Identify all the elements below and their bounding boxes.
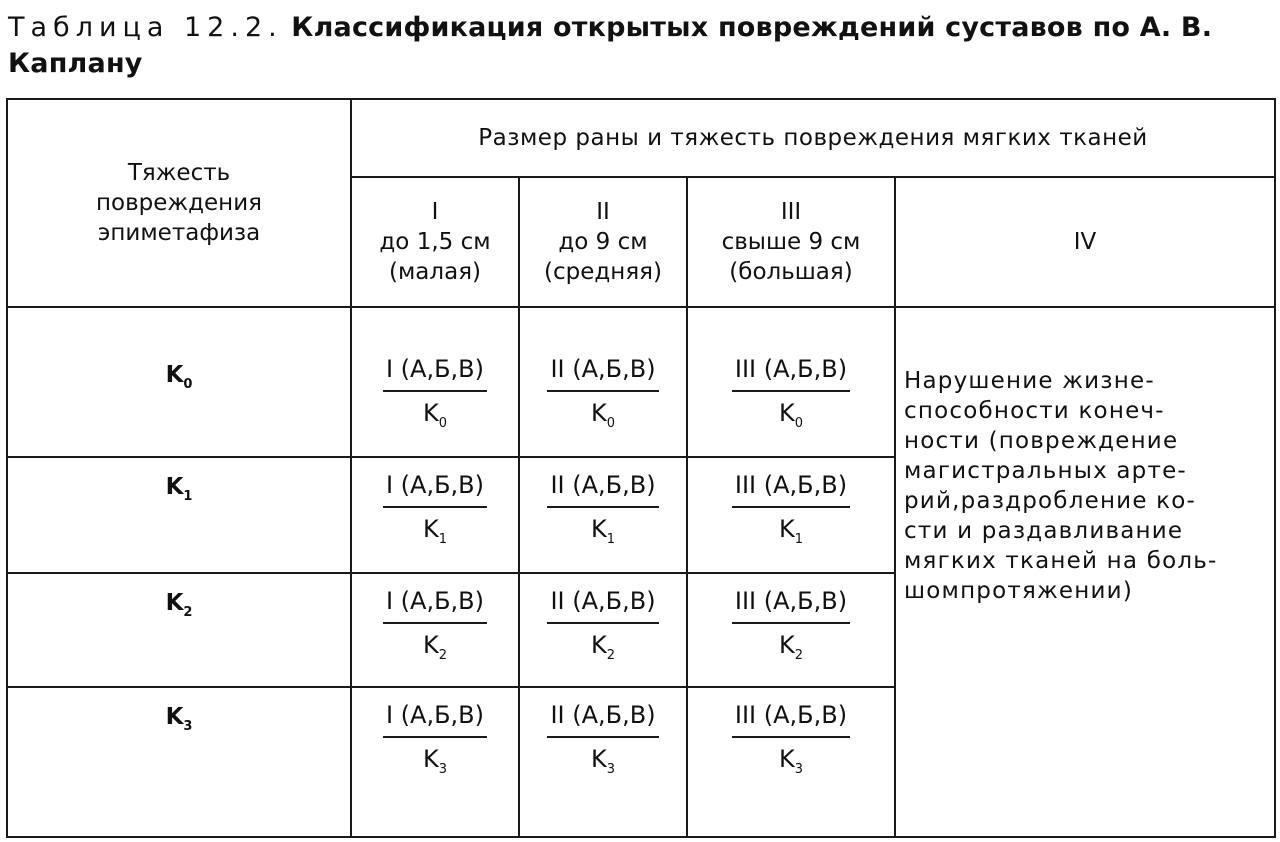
table-cell bbox=[519, 687, 687, 837]
fraction bbox=[732, 700, 850, 785]
fraction bbox=[547, 700, 658, 785]
fraction bbox=[732, 586, 850, 671]
table-cell bbox=[351, 457, 519, 573]
table-cell bbox=[351, 307, 519, 457]
table-cell bbox=[687, 687, 895, 837]
column-header-II bbox=[519, 177, 687, 307]
header-row-1 bbox=[7, 99, 1275, 177]
fraction-letter: K bbox=[590, 745, 607, 773]
fraction-letter: K bbox=[590, 399, 607, 427]
fraction-numerator: I (А,Б,В) bbox=[383, 700, 487, 738]
row-label-letter: K bbox=[165, 362, 184, 388]
fraction-numerator: III (А,Б,В) bbox=[732, 470, 850, 508]
fraction-sub: 2 bbox=[794, 648, 803, 663]
description-line: сти и раздавливание bbox=[904, 518, 1184, 544]
fraction-numerator: II (А,Б,В) bbox=[547, 470, 658, 508]
table-cell bbox=[519, 573, 687, 687]
fraction-letter: K bbox=[590, 631, 607, 659]
table-cell bbox=[519, 457, 687, 573]
table-cell bbox=[687, 457, 895, 573]
fraction-numerator: III (А,Б,В) bbox=[732, 586, 850, 624]
column-size: до 1,5 см bbox=[379, 229, 491, 255]
fraction-sub: 0 bbox=[606, 416, 616, 431]
table-cell bbox=[351, 687, 519, 837]
row-label-sub: 3 bbox=[183, 719, 193, 734]
fraction-letter: K bbox=[778, 399, 795, 427]
fraction-denominator bbox=[547, 508, 658, 555]
column-numeral: I bbox=[431, 199, 439, 225]
row-label-k0 bbox=[7, 307, 351, 457]
fraction-numerator: III (А,Б,В) bbox=[732, 354, 850, 392]
column-header-III bbox=[687, 177, 895, 307]
column-numeral: II bbox=[596, 199, 610, 225]
corner-header-line: повреждения bbox=[95, 190, 262, 216]
row-label-sub: 2 bbox=[183, 605, 193, 620]
fraction bbox=[383, 586, 487, 671]
span-header: Размер раны и тяжесть повреждения мягких тканей bbox=[351, 99, 1275, 177]
column-size: свыше 9 см bbox=[721, 229, 861, 255]
column-degree: (большая) bbox=[729, 259, 853, 285]
fraction-numerator: I (А,Б,В) bbox=[383, 354, 487, 392]
fraction-letter: K bbox=[590, 515, 607, 543]
table-number: Таблица 12.2. bbox=[8, 12, 283, 43]
fraction bbox=[383, 470, 487, 555]
description-line: шомпротяжении) bbox=[904, 578, 1133, 604]
fraction-denominator bbox=[383, 738, 487, 785]
table-caption bbox=[8, 10, 1272, 82]
row-label-letter: K bbox=[165, 474, 184, 500]
fraction bbox=[547, 586, 658, 671]
fraction-sub: 3 bbox=[438, 762, 447, 777]
fraction-denominator bbox=[383, 392, 487, 439]
table-title: Классификация открытых повреждений суставов по А. В. Каплану bbox=[8, 12, 1213, 79]
row-label-sub: 0 bbox=[183, 377, 193, 392]
fraction-denominator bbox=[383, 508, 487, 555]
fraction-numerator: I (А,Б,В) bbox=[383, 586, 487, 624]
fraction-letter: K bbox=[778, 515, 795, 543]
fraction-letter: K bbox=[422, 631, 439, 659]
row-label-letter: K bbox=[165, 704, 184, 730]
fraction-numerator: II (А,Б,В) bbox=[547, 700, 658, 738]
fraction bbox=[547, 470, 658, 555]
row-label-k3 bbox=[7, 687, 351, 837]
table-cell bbox=[519, 307, 687, 457]
fraction-letter: K bbox=[778, 745, 795, 773]
fraction-denominator bbox=[732, 738, 850, 785]
column-degree: (малая) bbox=[388, 259, 482, 285]
fraction-sub: 1 bbox=[438, 532, 447, 547]
row-label-k2 bbox=[7, 573, 351, 687]
column-iv-description bbox=[895, 307, 1275, 837]
fraction-sub: 2 bbox=[606, 648, 616, 663]
description-line: рий,раздробление ко- bbox=[904, 488, 1197, 514]
fraction bbox=[547, 354, 658, 439]
fraction bbox=[732, 354, 850, 439]
row-label-letter: K bbox=[165, 590, 184, 616]
column-numeral: III bbox=[780, 199, 802, 225]
fraction bbox=[383, 700, 487, 785]
fraction-denominator bbox=[547, 738, 658, 785]
table-cell bbox=[687, 307, 895, 457]
description-line: мягких тканей на боль- bbox=[904, 548, 1218, 574]
corner-header-line: эпиметафиза bbox=[97, 220, 261, 246]
fraction-sub: 3 bbox=[794, 762, 803, 777]
table-cell bbox=[687, 573, 895, 687]
fraction-sub: 1 bbox=[606, 532, 616, 547]
classification-table bbox=[6, 98, 1276, 838]
description-line: способности конеч- bbox=[904, 398, 1165, 424]
table-cell bbox=[351, 573, 519, 687]
fraction-letter: K bbox=[778, 631, 795, 659]
column-size: до 9 см bbox=[558, 229, 648, 255]
fraction-letter: K bbox=[422, 399, 439, 427]
fraction-numerator: II (А,Б,В) bbox=[547, 354, 658, 392]
fraction bbox=[383, 354, 487, 439]
fraction-sub: 0 bbox=[438, 416, 447, 431]
fraction-denominator bbox=[383, 624, 487, 671]
column-header-I bbox=[351, 177, 519, 307]
fraction-sub: 2 bbox=[438, 648, 447, 663]
fraction-denominator bbox=[547, 624, 658, 671]
fraction-denominator bbox=[732, 508, 850, 555]
fraction-numerator: II (А,Б,В) bbox=[547, 586, 658, 624]
table-row bbox=[7, 307, 1275, 457]
fraction-sub: 0 bbox=[794, 416, 803, 431]
column-header-IV bbox=[895, 177, 1275, 307]
fraction-sub: 1 bbox=[794, 532, 803, 547]
row-label-sub: 1 bbox=[183, 489, 193, 504]
description-line: ности (повреждение bbox=[904, 428, 1179, 454]
fraction-denominator bbox=[732, 392, 850, 439]
fraction-denominator bbox=[547, 392, 658, 439]
fraction-letter: K bbox=[422, 745, 439, 773]
fraction-numerator: I (А,Б,В) bbox=[383, 470, 487, 508]
fraction bbox=[732, 470, 850, 555]
fraction-denominator bbox=[732, 624, 850, 671]
fraction-numerator: III (А,Б,В) bbox=[732, 700, 850, 738]
row-label-k1 bbox=[7, 457, 351, 573]
fraction-letter: K bbox=[422, 515, 439, 543]
column-degree: (средняя) bbox=[544, 259, 662, 285]
column-numeral: IV bbox=[1073, 229, 1097, 255]
corner-header-line: Тяжесть bbox=[127, 160, 231, 186]
fraction-sub: 3 bbox=[606, 762, 616, 777]
description-line: Нарушение жизне- bbox=[904, 368, 1155, 394]
description-line: магистральных арте- bbox=[904, 458, 1187, 484]
corner-header bbox=[7, 99, 351, 307]
